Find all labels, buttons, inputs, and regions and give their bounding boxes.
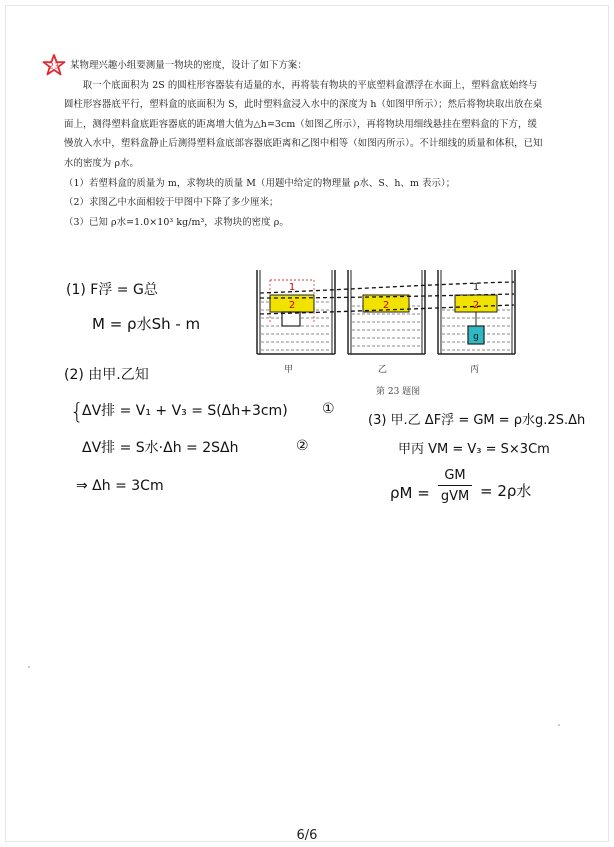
problem-intro: 某物理兴趣小组要测量一物块的密度，设计了如下方案： [70,60,307,71]
bing-top-label: 1 [472,282,480,293]
answer-3-line-3-rhs: = 2ρ水 [480,482,532,500]
figure-caption: 第 23 题图 [376,387,421,397]
answer-1-line-1: (1) F浮 = G总 [66,282,158,298]
answer-1-line-2: M = ρ水Sh - m [92,315,201,333]
jia-box-label: 2 [288,300,296,311]
scan-speck [558,724,560,726]
problem-body: 取一个底面积为 2S 的圆柱形容器装有适量的水，再将装有物块的平底塑料盒漂浮在水面上，塑料盒底始终与圆柱形容器底平行，塑料盒的底面积为 S，此时塑料盒浸入水中的深度为 h（如图甲所示）；然后将物块取出放在桌面上，测得塑料盒底距容器底的距离增大值为△h=3cm（如图乙所示），再将物块用细线悬挂在塑料盒的下方，缓慢放入水中，塑料盒静止后测得塑料盒底部容器底距离和乙图中相等（如图丙所示）。不计细线的质量和体积，已知水的密度为 ρ水。 [64,79,543,169]
figure-label-yi: 乙 [378,365,388,375]
answer-2-result: ⇒ Δh = 3Cm [76,478,164,494]
answer-2-heading: (2) 由甲.乙知 [64,367,149,383]
bing-block-label: g [473,332,479,342]
container-yi [348,270,425,354]
figure-label-bing: 丙 [470,365,480,375]
document-page [6,6,608,841]
answer-2-eq-2: ΔV排 = S水·Δh = 2SΔh [82,440,239,456]
scan-speck [28,666,30,668]
answer-2-eq-1: ΔV排 = V₁ + V₃ = S(Δh+3cm) [82,403,288,419]
answer-2-mark-1: ① [322,401,335,417]
brace-icon: { [70,400,84,425]
answer-3-fraction-denominator: gVM [440,489,470,504]
page-number: 6/6 [296,828,318,843]
question-3: （3）已知 ρ水=1.0×10³ kg/m³，求物块的密度 ρ。 [64,216,289,228]
problem-number: 23 [48,61,60,71]
answer-3-line-1: (3) 甲.乙 ΔF浮 = GM = ρ水g.2S.Δh [368,413,586,428]
figure-svg [252,268,522,398]
fraction-bar [438,485,472,486]
jia-top-label: 1 [288,282,296,293]
answer-3-line-2: 甲丙 VM = V₃ = S×3Cm [398,442,550,457]
problem-number-star-icon [42,54,66,76]
answer-3-line-3-lhs: ρM = [390,484,430,502]
problem-text [48,56,544,232]
yi-box-label: 2 [382,300,390,311]
question-1: （1）若塑料盒的质量为 m，求物块的质量 M（用题中给定的物理量 ρ水、S、h、m 表示）； [64,177,456,189]
bing-box-label: 2 [472,300,480,311]
answer-3-fraction-numerator: GM [444,468,466,483]
question-2: （2）求图乙中水面相较于甲图中下降了多少厘米； [64,197,279,209]
answer-2-mark-2: ② [296,438,309,454]
figure-containers [252,268,522,398]
container-bing [438,270,515,354]
figure-label-jia: 甲 [284,365,294,375]
